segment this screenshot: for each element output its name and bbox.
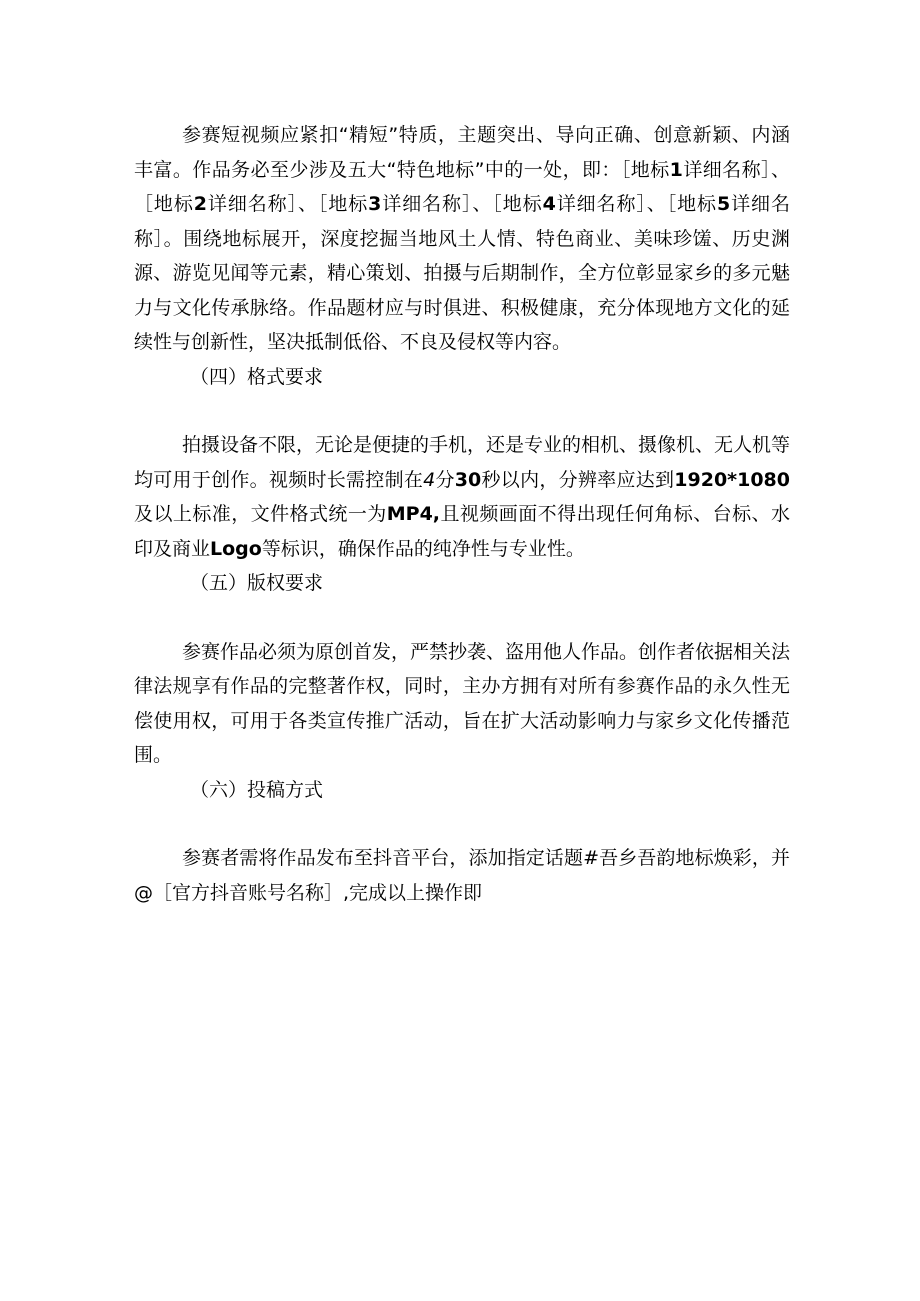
section-heading-submission: （六）投稿方式 <box>190 778 324 801</box>
paragraph-format-requirements <box>134 428 790 566</box>
spacer <box>134 807 790 841</box>
spacer <box>134 394 790 428</box>
resolution-value: 1920*1080 <box>674 468 790 491</box>
section-heading-format: （四）格式要求 <box>190 365 324 388</box>
text-run: 参赛短视频应紧扣“精短”特质，主题突出、导向正确、创意新颖、内涵丰富。作品务必至少涉及五大“特色地标”中的一处，即：［地标 <box>134 124 790 181</box>
text-run: 详细名称］、［地标 <box>381 193 543 215</box>
landmark-number: 5 <box>716 193 731 215</box>
paragraph-copyright-requirements: 参赛作品必须为原创首发，严禁抄袭、盗用他人作品。创作者依据相关法律法规享有作品的完整著作权，同时，主办方拥有对所有参赛作品的永久性无偿使用权，可用于各类宣传推广活动，旨在扩大活动影响力与家乡文化传播范围。 <box>134 640 791 766</box>
text-run: 拍摄设备不限，无论是便捷的手机，还是专业的相机、摄像机、无人机等均可用于创作。视频时长需控制在 <box>134 434 791 491</box>
text-run: 详细名称］。围绕地标展开，深度挖掘当地风土人情、特色商业、美味珍馐、历史渊源、游览见闻等元素，精心策划、拍摄与后期制作，全方位彰显家乡的多元魅力与文化传承脉络。作品题材应与时俱进、积极健康，充分体现地方文化的延续性与创新性，坚决抵制低俗、不良及侵权等内容。 <box>134 193 790 353</box>
landmark-number: 3 <box>368 193 382 215</box>
logo-word: Logo <box>210 537 262 560</box>
text-run: 详细名称］、［地标 <box>134 158 790 215</box>
spacer <box>134 601 790 635</box>
landmark-number: 1 <box>669 158 683 181</box>
landmark-number: 4 <box>542 193 556 215</box>
paragraph-submission-method: 参赛者需将作品发布至抖音平台，添加指定话题#吾乡吾韵地标焕彩，并@［官方抖音账号名称］,完成以上操作即 <box>134 847 790 904</box>
text-run: 等标识，确保作品的纯净性与专业性。 <box>261 537 585 560</box>
document-body <box>134 118 790 910</box>
section-heading-copyright: （五）版权要求 <box>190 572 324 594</box>
duration-seconds: 30 <box>454 468 482 491</box>
text-run: 分 <box>435 468 455 491</box>
landmark-number: 2 <box>193 193 207 215</box>
file-format-value: MP4, <box>386 503 441 525</box>
text-run: 秒以内，分辨率应达到 <box>481 468 675 491</box>
text-run: 详细名称］、［地标 <box>555 193 717 215</box>
text-run: 且视频画面不得出现任何角标、台标、水印及商业 <box>134 503 790 560</box>
paragraph-content-requirements <box>134 118 790 360</box>
duration-minutes: 4 <box>423 468 436 491</box>
text-run: 及以上标准，文件格式统一为 <box>134 503 387 525</box>
text-run: 详细名称］、［地标 <box>206 193 369 215</box>
